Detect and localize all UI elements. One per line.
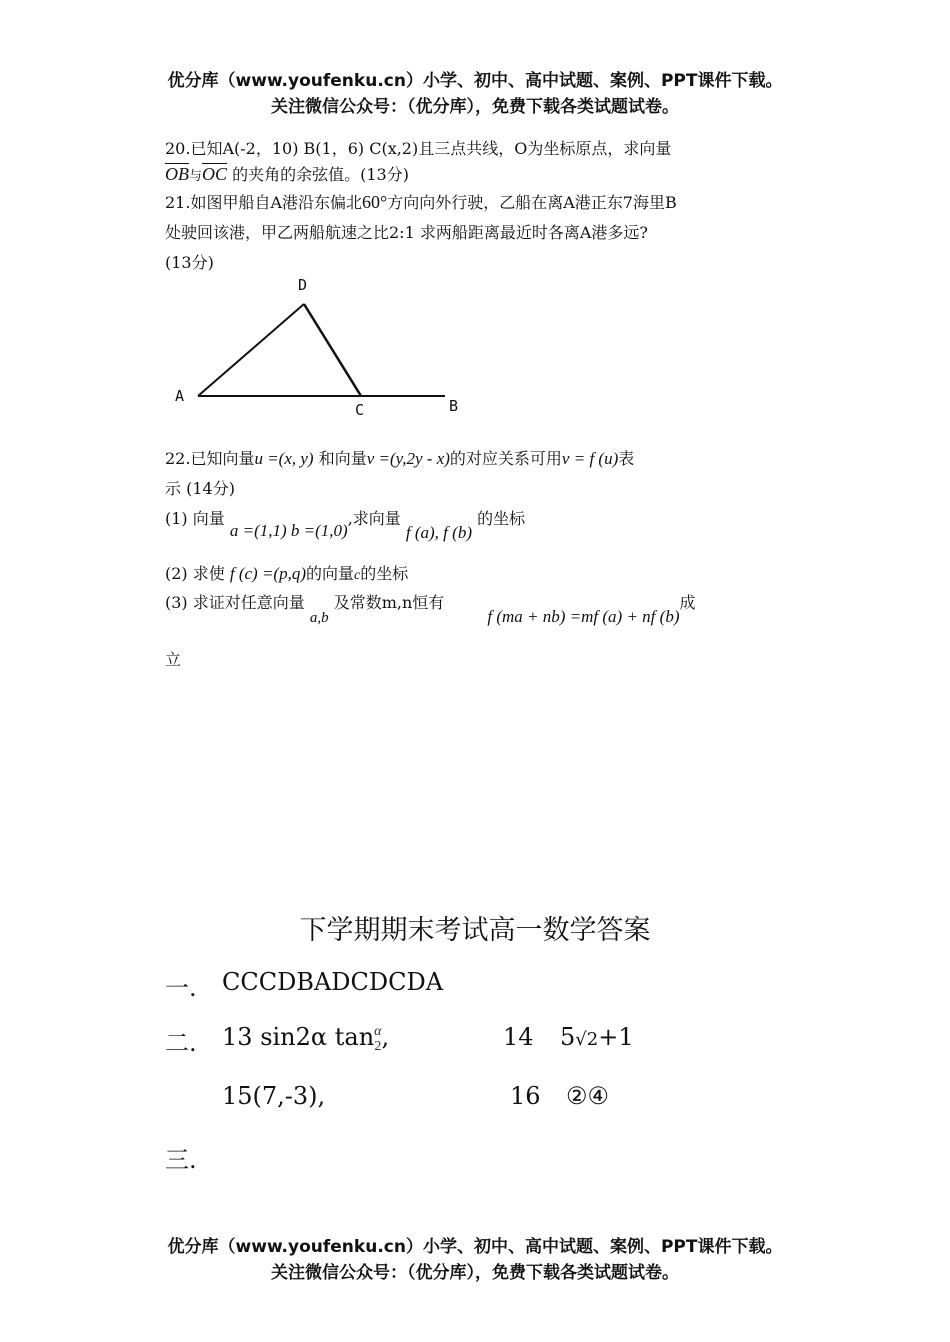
answer-14-post: +1 [598, 1023, 634, 1051]
q22-p1a: (1) 向量 [165, 509, 225, 528]
q22-v-def: v =(y,2y - x) [366, 449, 450, 468]
answer-16-val: ②④ [566, 1082, 610, 1110]
answer-13-num: 13 [222, 1023, 253, 1051]
answer-15: 15(7,-3), [222, 1082, 326, 1110]
q21-line-1 [165, 190, 677, 213]
q22-p2a: (2) 求使 [165, 564, 225, 583]
answer-14-num: 14 [503, 1023, 534, 1051]
q22-p2-c: c [354, 568, 361, 583]
q21-line-2: 处驶回该港，甲乙两船航速之比2:1 求两船距离最近时各离A港多远? [165, 223, 648, 242]
q22-p1b: ,求向量 [347, 509, 401, 528]
answers-section-2-label: 二. [165, 1029, 197, 1057]
q22-line-1 [165, 446, 634, 469]
q22-p3c: 成 [679, 593, 696, 612]
q22-part-1 [165, 506, 526, 542]
q20-with: 与 [189, 169, 203, 184]
answer-16-num: 16 [510, 1082, 541, 1110]
q22-p1c: 的坐标 [477, 509, 526, 528]
answer-14-pre: 5 [560, 1023, 576, 1051]
label-c: C [355, 401, 365, 419]
q21-line-1b: 方向向外行驶，乙船在离A港正东7海里B [387, 193, 677, 212]
q21-line-1a: 21.如图甲船自A港沿东偏北 [165, 193, 363, 212]
q22-p2-expr: f (c) =(p,q) [229, 564, 306, 583]
footer-line-1: 优分库（www.youfenku.cn）小学、初中、高中试题、案例、PPT课件下载。 [167, 1237, 783, 1257]
label-d: D [298, 276, 308, 294]
fraction-bottom: 2 [374, 1038, 382, 1054]
q21-line-3: (13分) [165, 253, 214, 272]
q22-part-2 [165, 561, 408, 584]
q22-line-1c: 的对应关系可用 [449, 449, 562, 468]
line-ad [198, 304, 304, 396]
q22-line-1d: 表 [618, 449, 635, 468]
line-dc [304, 304, 361, 396]
answers-section-3-label: 三. [165, 1146, 197, 1174]
q22-map-def: v = f (u) [561, 449, 619, 468]
q22-p2c: 的坐标 [360, 564, 409, 583]
answer-13 [222, 1023, 389, 1054]
label-a: A [175, 387, 185, 405]
q22-p3b: 及常数m,n恒有 [333, 593, 445, 612]
vector-oc: $\overline{OC}$ [202, 164, 228, 184]
header-line-1: 优分库（www.youfenku.cn）小学、初中、高中试题、案例、PPT课件下载。 [167, 71, 783, 91]
q22-part-3-end: 立 [165, 650, 182, 669]
answer-13-comma: , [381, 1023, 390, 1051]
q22-line-2: 示 (14分) [165, 479, 235, 498]
header-line-2: 关注微信公众号：（优分库），免费下载各类试题试卷。 [271, 97, 679, 117]
q22-u-def: u =(x, y) [254, 449, 314, 468]
q20-line-1: 20.已知A(-2，10) B(1，6) C(x,2)且三点共线，O为坐标原点，求向量 [165, 139, 672, 158]
q22-p2b: 的向量 [306, 564, 355, 583]
q22-p3-vars: a,b [309, 610, 329, 626]
q22-p1-vecs: a =(1,1) b =(1,0) [229, 521, 348, 540]
answer-13-fraction [374, 1024, 381, 1054]
q22-p1-fs: f (a), f (b) [405, 523, 472, 542]
q20-line-2-text: 的夹角的余弦值。(13分) [232, 165, 409, 184]
label-b: B [449, 397, 459, 415]
q21-angle: 60° [362, 192, 388, 212]
triangle-figure [165, 272, 475, 422]
q22-p3a: (3) 求证对任意向量 [165, 593, 305, 612]
answer-14 [560, 1023, 634, 1051]
q22-line-1a: 22.已知向量 [165, 449, 255, 468]
q22-p3-expr: f (ma + nb) =mf (a) + nf (b) [487, 607, 680, 626]
answer-14-sqrt: √2 [575, 1029, 599, 1050]
q22-line-1b: 和向量 [318, 449, 367, 468]
answer-13-val: sin2α tan [260, 1023, 375, 1051]
answers-section-1-label: 一. [165, 974, 197, 1002]
answers-section-1-value: CCCDBADCDCDA [222, 968, 444, 996]
q22-part-3 [165, 590, 696, 626]
q20-line-2 [165, 162, 409, 185]
vector-ob: $\overline{OB}$ [165, 164, 189, 184]
footer-line-2: 关注微信公众号：（优分库），免费下载各类试题试卷。 [271, 1263, 679, 1283]
answers-title: 下学期期末考试高一数学答案 [299, 915, 651, 946]
fraction-top: α [374, 1023, 382, 1039]
